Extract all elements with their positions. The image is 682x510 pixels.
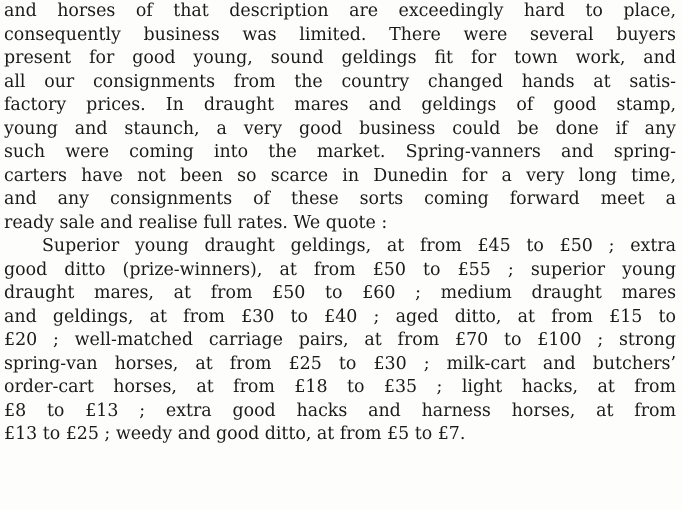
text-line: ready sale and realise full rates. We quote : — [4, 212, 388, 233]
text-line: good ditto (prize-winners), at from £50 to £55 ; superior young — [4, 259, 676, 280]
text-line: such were coming into the market. Spring-vanners and spring- — [4, 142, 676, 162]
text-line: draught mares, at from £50 to £60 ; medium draught mares — [4, 283, 676, 303]
text-line: present for good young, sound geldings fit for town work, and — [4, 48, 676, 68]
text-line: £20 ; well-matched carriage pairs, at from £70 to £100 ; strong — [4, 330, 676, 350]
text-line: and geldings, at from £30 to £40 ; aged ditto, at from £15 to — [4, 306, 676, 327]
text-line: factory prices. In draught mares and geldings of good stamp, — [4, 95, 676, 115]
text-line: order-cart horses, at from £18 to £35 ; light hacks, at from — [4, 377, 676, 397]
text-line: and horses of that description are exceedingly hard to place, — [4, 1, 676, 21]
text-line: £8 to £13 ; extra good hacks and harness horses, at from — [4, 400, 676, 421]
text-line: and any consignments of these sorts coming forward meet a — [4, 189, 676, 209]
document-text — [4, 0, 676, 447]
text-line: young and staunch, a very good business could be done if any — [4, 118, 676, 139]
text-line: all our consignments from the country changed hands at satis- — [4, 71, 676, 92]
text-line: carters have not been so scarce in Dunedin for a very long time, — [4, 165, 676, 186]
text-line: Superior young draught geldings, at from £45 to £50 ; extra — [42, 236, 676, 256]
text-line: consequently business was limited. There were several buyers — [4, 24, 676, 45]
text-line: £13 to £25 ; weedy and good ditto, at from £5 to £7. — [4, 424, 466, 444]
text-line: spring-van horses, at from £25 to £30 ; milk-cart and butchers’ — [4, 353, 676, 374]
